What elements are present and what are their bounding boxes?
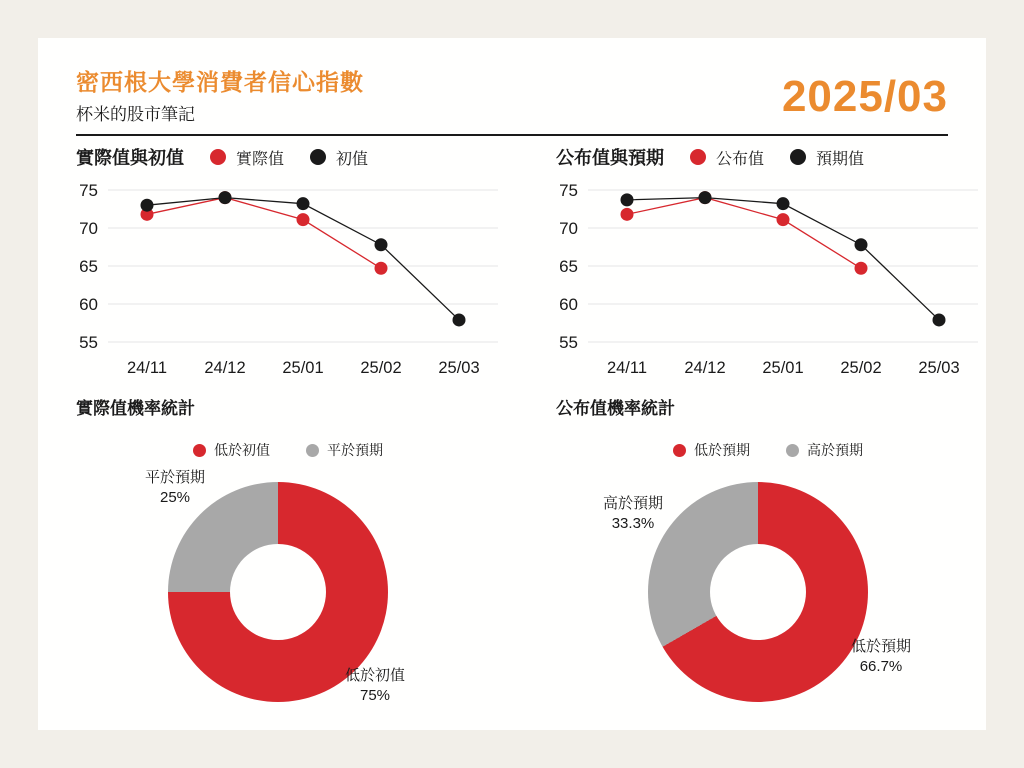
- legend-item-below-preliminary: [193, 440, 270, 460]
- legend-label: 實際值: [236, 150, 285, 168]
- chart-title: 公布值與預期: [556, 148, 664, 168]
- slice-label-text: 低於預期: [850, 638, 911, 655]
- legend-item-equal-expected: [306, 440, 383, 460]
- svg-text:25/03: 25/03: [918, 359, 960, 377]
- svg-text:60: 60: [79, 295, 98, 314]
- legend-item-below-expected: [673, 440, 750, 460]
- svg-text:25/02: 25/02: [360, 359, 402, 377]
- slice-label-value: 66.7%: [859, 658, 903, 676]
- gray-dot-icon: [786, 444, 799, 457]
- legend-label: 初值: [336, 150, 369, 168]
- svg-text:55: 55: [79, 333, 98, 352]
- svg-text:55: 55: [559, 333, 578, 352]
- legend-label: 預期值: [816, 150, 865, 168]
- slice-label-text: 平於預期: [144, 469, 205, 486]
- chart-panel-actual-vs-preliminary: [70, 142, 506, 388]
- donut-title: 公布值機率統計: [556, 399, 675, 418]
- black-dot-icon: [790, 149, 806, 165]
- report-date: 2025/03: [781, 72, 948, 121]
- page-title: 密西根大學消費者信心指數: [76, 69, 364, 95]
- slice-label-value: 25%: [159, 489, 191, 507]
- donut-legend: [70, 440, 506, 460]
- black-dot-icon: [310, 149, 326, 165]
- chart-header: [550, 142, 986, 172]
- legend-item-announced: [690, 146, 764, 169]
- slice-label-equal-expected: [120, 468, 230, 509]
- page-subtitle: 杯米的股市筆記: [76, 105, 195, 124]
- svg-text:24/12: 24/12: [684, 359, 726, 377]
- legend-item-above-expected: [786, 440, 863, 460]
- svg-text:75: 75: [559, 181, 578, 200]
- svg-text:24/11: 24/11: [606, 359, 648, 377]
- legend-item-actual: [210, 146, 284, 169]
- red-dot-icon: [673, 444, 686, 457]
- svg-text:65: 65: [559, 257, 578, 276]
- legend-label: 公布值: [716, 150, 765, 168]
- donut-hole: [230, 544, 326, 640]
- red-dot-icon: [690, 149, 706, 165]
- svg-text:24/12: 24/12: [204, 359, 246, 377]
- chart-panel-announced-vs-expected: [550, 142, 986, 388]
- svg-text:70: 70: [559, 219, 578, 238]
- slice-label-below-expected: [826, 637, 936, 678]
- legend-item-expected: [790, 146, 864, 169]
- svg-text:65: 65: [79, 257, 98, 276]
- slice-label-text: 高於預期: [602, 495, 663, 512]
- report-card: [38, 38, 986, 730]
- chart-title: 實際值與初值: [76, 148, 184, 168]
- svg-text:24/11: 24/11: [126, 359, 168, 377]
- header-divider: [76, 134, 948, 136]
- red-dot-icon: [193, 444, 206, 457]
- gray-dot-icon: [306, 444, 319, 457]
- svg-text:75: 75: [79, 181, 98, 200]
- legend-label: 低於預期: [694, 442, 750, 458]
- red-dot-icon: [210, 149, 226, 165]
- line-chart-actual-vs-preliminary: [70, 176, 506, 381]
- donut-hole: [710, 544, 806, 640]
- legend-item-preliminary: [310, 146, 368, 169]
- slice-label-below-preliminary: [320, 666, 430, 707]
- line-chart-announced-vs-expected: [550, 176, 986, 381]
- slice-label-above-expected: [578, 494, 688, 535]
- donut-panel-actual-probability: [70, 394, 506, 724]
- slice-label-value: 75%: [359, 687, 391, 705]
- donut-panel-announced-probability: [550, 394, 986, 724]
- slice-label-value: 33.3%: [611, 515, 655, 533]
- svg-text:25/01: 25/01: [282, 359, 324, 377]
- chart-header: [70, 142, 506, 172]
- donut-legend: [550, 440, 986, 460]
- legend-label: 低於初值: [214, 442, 270, 458]
- legend-label: 平於預期: [327, 442, 383, 458]
- slice-label-text: 低於初值: [344, 667, 405, 684]
- svg-text:25/02: 25/02: [840, 359, 882, 377]
- svg-text:60: 60: [559, 295, 578, 314]
- legend-label: 高於預期: [807, 442, 863, 458]
- svg-text:25/01: 25/01: [762, 359, 804, 377]
- svg-text:25/03: 25/03: [438, 359, 480, 377]
- svg-text:70: 70: [79, 219, 98, 238]
- donut-title: 實際值機率統計: [76, 399, 195, 418]
